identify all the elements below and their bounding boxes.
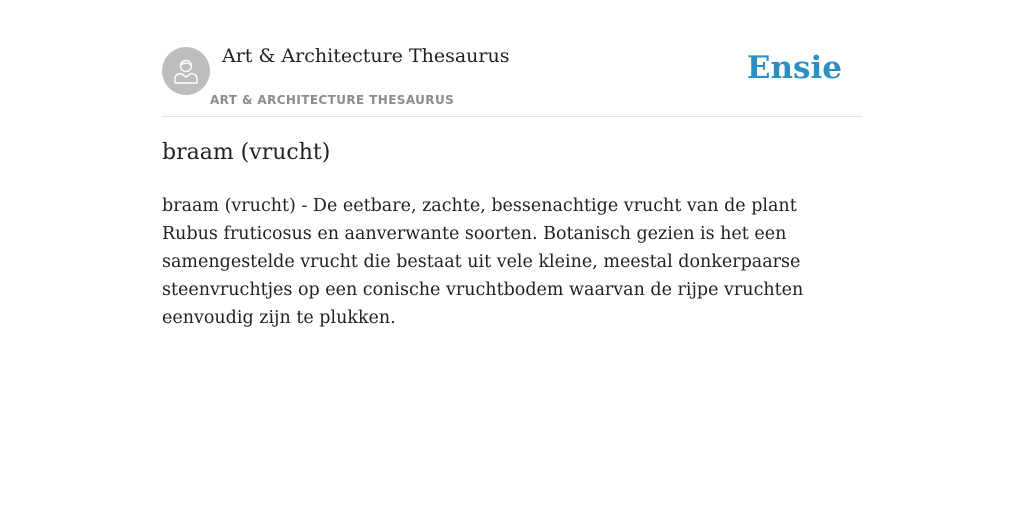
user-silhouette-icon: [171, 56, 201, 86]
header: [162, 0, 862, 117]
brand-logo-link[interactable]: Ensie: [746, 50, 842, 86]
author-name[interactable]: Art & Architecture Thesaurus: [222, 45, 510, 67]
article-title: braam (vrucht): [162, 140, 331, 165]
author-subtitle: ART & ARCHITECTURE THESAURUS: [210, 93, 455, 107]
article-body: braam (vrucht) - De eetbare, zachte, bessenachtige vrucht van de plant Rubus fruticosus en aanverwante soorten. Botanisch gezien is het een samengestelde vrucht die bestaat uit vele kleine, meestal donkerpaarse steenvruchtjes op een conische vruchtbodem waarvan de rijpe vruchten eenvoudig zijn te plukken.: [162, 196, 804, 328]
avatar[interactable]: [162, 47, 210, 95]
